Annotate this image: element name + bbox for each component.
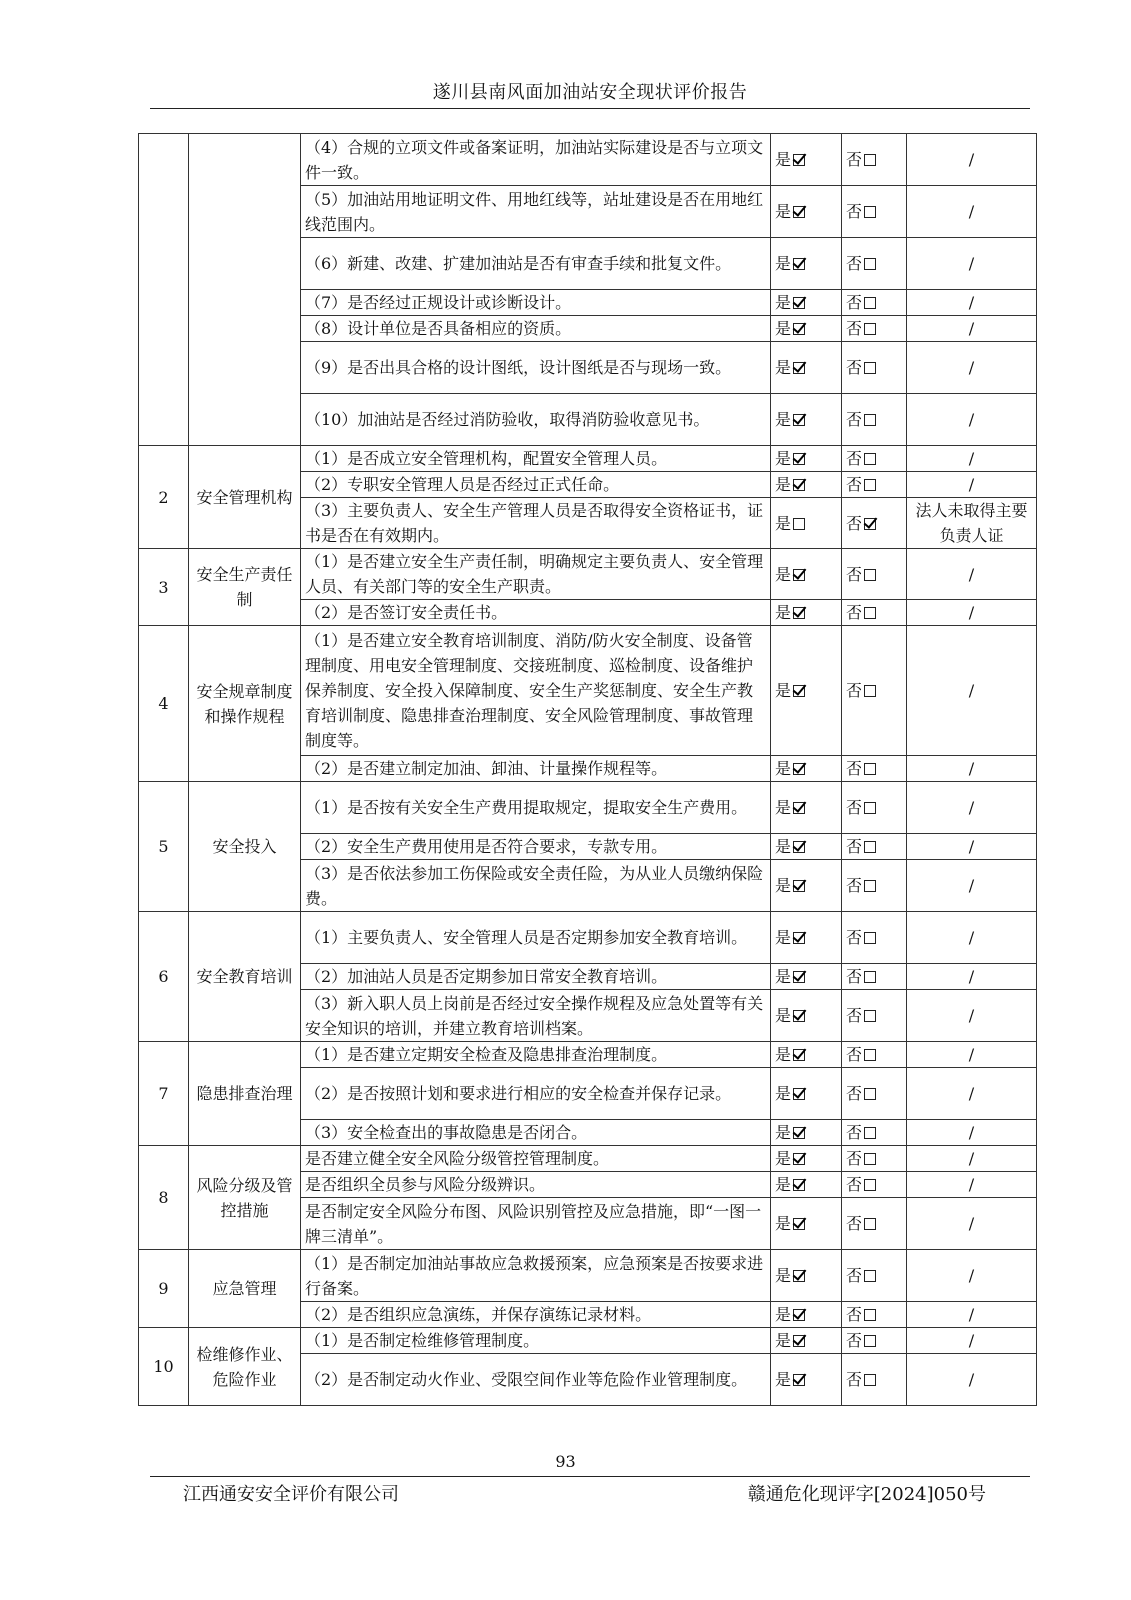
checked-box-icon [793, 685, 805, 697]
no-cell [842, 342, 907, 394]
option-label: 否 [846, 1123, 863, 1142]
yes-cell [771, 834, 842, 860]
remark-cell: / [907, 1302, 1037, 1328]
unchecked-box-icon [864, 1270, 876, 1282]
option-label: 是 [775, 1123, 792, 1142]
yes-cell [771, 342, 842, 394]
checked-box-icon [793, 1335, 805, 1347]
option-label: 否 [846, 1149, 863, 1168]
option-label: 否 [846, 1045, 863, 1064]
option-label: 是 [775, 759, 792, 778]
unchecked-box-icon [864, 453, 876, 465]
check-item-cell: （3）新入职人员上岗前是否经过安全操作规程及应急处置等有关安全知识的培训，并建立教育培训档案。 [301, 990, 771, 1042]
checked-box-icon [793, 802, 805, 814]
option-label: 是 [775, 1149, 792, 1168]
unchecked-box-icon [864, 1218, 876, 1230]
yes-cell [771, 626, 842, 756]
check-item-cell: （2）加油站人员是否定期参加日常安全教育培训。 [301, 964, 771, 990]
option-label: 否 [846, 1370, 863, 1389]
remark-cell: / [907, 1068, 1037, 1120]
check-item-cell: （1）是否制定加油站事故应急救援预案，应急预案是否按要求进行备案。 [301, 1250, 771, 1302]
option-label: 否 [846, 1006, 863, 1025]
option-label: 是 [775, 358, 792, 377]
check-item-cell: （4）合规的立项文件或备案证明，加油站实际建设是否与立项文件一致。 [301, 134, 771, 186]
no-cell [842, 626, 907, 756]
no-cell [842, 990, 907, 1042]
remark-cell: / [907, 446, 1037, 472]
yes-cell [771, 782, 842, 834]
unchecked-box-icon [864, 1049, 876, 1061]
option-label: 否 [846, 513, 863, 533]
no-cell [842, 1250, 907, 1302]
option-label: 是 [775, 837, 792, 856]
check-item-cell: （2）专职安全管理人员是否经过正式任命。 [301, 472, 771, 498]
yes-cell [771, 1302, 842, 1328]
unchecked-box-icon [864, 1127, 876, 1139]
option-label: 否 [846, 759, 863, 778]
yes-cell [771, 1146, 842, 1172]
checked-box-icon [793, 1179, 805, 1191]
option-label: 否 [846, 410, 863, 429]
category-cell: 隐患排查治理 [189, 1042, 301, 1146]
remark-cell: / [907, 600, 1037, 626]
no-cell [842, 860, 907, 912]
check-item-cell: 是否建立健全安全风险分级管控管理制度。 [301, 1146, 771, 1172]
item-number-cell: 2 [139, 446, 189, 549]
category-cell: 安全投入 [189, 782, 301, 912]
unchecked-box-icon [864, 297, 876, 309]
option-label: 否 [846, 603, 863, 622]
yes-cell [771, 186, 842, 238]
checked-box-icon [793, 297, 805, 309]
no-cell [842, 1120, 907, 1146]
check-item-cell: （7）是否经过正规设计或诊断设计。 [301, 290, 771, 316]
item-number-cell: 4 [139, 626, 189, 782]
option-label: 是 [775, 202, 792, 221]
no-cell [842, 134, 907, 186]
option-label: 是 [775, 410, 792, 429]
option-label: 否 [846, 1331, 863, 1350]
checked-box-icon [864, 518, 876, 530]
remark-cell: / [907, 134, 1037, 186]
check-item-cell: （2）是否制定动火作业、受限空间作业等危险作业管理制度。 [301, 1354, 771, 1406]
remark-cell: / [907, 316, 1037, 342]
yes-cell [771, 1068, 842, 1120]
check-item-cell: （1）是否按有关安全生产费用提取规定，提取安全生产费用。 [301, 782, 771, 834]
table-row [139, 1146, 1037, 1172]
remark-cell: / [907, 1120, 1037, 1146]
checked-box-icon [793, 763, 805, 775]
yes-cell [771, 990, 842, 1042]
check-item-cell: （1）是否建立安全教育培训制度、消防/防火安全制度、设备管理制度、用电安全管理制度、交接班制度、巡检制度、设备维护保养制度、安全投入保障制度、安全生产奖惩制度、安全生产教育培训制度、隐患排查治理制度、安全风险管理制度、事故管理制度等。 [301, 626, 771, 756]
option-label: 是 [775, 513, 792, 533]
checked-box-icon [793, 1088, 805, 1100]
checked-box-icon [793, 932, 805, 944]
unchecked-box-icon [864, 414, 876, 426]
option-label: 是 [775, 798, 792, 817]
category-cell: 应急管理 [189, 1250, 301, 1328]
remark-cell: / [907, 912, 1037, 964]
checked-box-icon [793, 323, 805, 335]
remark-cell: / [907, 290, 1037, 316]
check-item-cell: （1）是否成立安全管理机构，配置安全管理人员。 [301, 446, 771, 472]
unchecked-box-icon [864, 607, 876, 619]
option-label: 是 [775, 1305, 792, 1324]
option-label: 是 [775, 564, 792, 584]
item-number-cell: 6 [139, 912, 189, 1042]
no-cell [842, 782, 907, 834]
checked-box-icon [793, 1374, 805, 1386]
remark-cell: / [907, 342, 1037, 394]
yes-cell [771, 1172, 842, 1198]
check-item-cell: （3）主要负责人、安全生产管理人员是否取得安全资格证书，证书是否在有效期内。 [301, 498, 771, 549]
yes-cell [771, 600, 842, 626]
unchecked-box-icon [864, 258, 876, 270]
option-label: 是 [775, 1266, 792, 1285]
table-row [139, 626, 1037, 756]
remark-cell: / [907, 782, 1037, 834]
check-item-cell: 是否组织全员参与风险分级辨识。 [301, 1172, 771, 1198]
yes-cell [771, 394, 842, 446]
check-item-cell: （3）是否依法参加工伤保险或安全责任险，为从业人员缴纳保险费。 [301, 860, 771, 912]
checked-box-icon [793, 1270, 805, 1282]
checked-box-icon [793, 569, 805, 581]
checked-box-icon [793, 414, 805, 426]
no-cell [842, 912, 907, 964]
remark-cell: / [907, 238, 1037, 290]
no-cell [842, 1042, 907, 1068]
remark-cell: / [907, 1250, 1037, 1302]
checked-box-icon [793, 362, 805, 374]
checked-box-icon [793, 971, 805, 983]
category-cell: 风险分级及管控措施 [189, 1146, 301, 1250]
no-cell [842, 498, 907, 549]
yes-cell [771, 316, 842, 342]
no-cell [842, 600, 907, 626]
footer-doc-number: 赣通危化现评字[2024]050号 [747, 1484, 986, 1505]
checked-box-icon [793, 206, 805, 218]
unchecked-box-icon [864, 763, 876, 775]
check-item-cell: （1）是否制定检维修管理制度。 [301, 1328, 771, 1354]
category-cell: 安全管理机构 [189, 446, 301, 549]
option-label: 是 [775, 1370, 792, 1389]
option-label: 是 [775, 928, 792, 947]
no-cell [842, 1198, 907, 1250]
option-label: 是 [775, 319, 792, 338]
unchecked-box-icon [864, 206, 876, 218]
unchecked-box-icon [864, 880, 876, 892]
option-label: 是 [775, 876, 792, 895]
table-row [139, 912, 1037, 964]
checked-box-icon [793, 258, 805, 270]
unchecked-box-icon [864, 685, 876, 697]
yes-cell [771, 446, 842, 472]
category-cell: 安全教育培训 [189, 912, 301, 1042]
remark-cell: / [907, 1328, 1037, 1354]
check-item-cell: （2）安全生产费用使用是否符合要求，专款专用。 [301, 834, 771, 860]
yes-cell [771, 498, 842, 549]
option-label: 否 [846, 358, 863, 377]
remark-cell: / [907, 186, 1037, 238]
unchecked-box-icon [864, 1335, 876, 1347]
yes-cell [771, 1198, 842, 1250]
remark-cell: / [907, 834, 1037, 860]
option-label: 否 [846, 1084, 863, 1103]
no-cell [842, 316, 907, 342]
checked-box-icon [793, 1049, 805, 1061]
unchecked-box-icon [864, 1374, 876, 1386]
checked-box-icon [793, 1218, 805, 1230]
footer-divider [150, 1476, 1030, 1477]
yes-cell [771, 1354, 842, 1406]
option-label: 否 [846, 1305, 863, 1324]
option-label: 否 [846, 202, 863, 221]
check-item-cell: （10）加油站是否经过消防验收，取得消防验收意见书。 [301, 394, 771, 446]
page-number: 93 [555, 1452, 576, 1471]
table-row [139, 782, 1037, 834]
yes-cell [771, 472, 842, 498]
check-item-cell: （1）是否建立定期安全检查及隐患排查治理制度。 [301, 1042, 771, 1068]
unchecked-box-icon [864, 479, 876, 491]
option-label: 否 [846, 967, 863, 986]
unchecked-box-icon [864, 323, 876, 335]
remark-cell: / [907, 756, 1037, 782]
yes-cell [771, 134, 842, 186]
option-label: 是 [775, 1175, 792, 1194]
unchecked-box-icon [864, 154, 876, 166]
no-cell [842, 394, 907, 446]
option-label: 否 [846, 837, 863, 856]
yes-cell [771, 1250, 842, 1302]
unchecked-box-icon [864, 1179, 876, 1191]
yes-cell [771, 860, 842, 912]
remark-cell: / [907, 1042, 1037, 1068]
option-label: 是 [775, 293, 792, 312]
checked-box-icon [793, 1010, 805, 1022]
yes-cell [771, 238, 842, 290]
no-cell [842, 186, 907, 238]
no-cell [842, 1172, 907, 1198]
option-label: 是 [775, 681, 792, 700]
unchecked-box-icon [864, 1153, 876, 1165]
unchecked-box-icon [864, 971, 876, 983]
footer-company: 江西通安安全评价有限公司 [183, 1484, 399, 1505]
option-label: 否 [846, 319, 863, 338]
item-number-cell: 7 [139, 1042, 189, 1146]
check-item-cell: （2）是否按照计划和要求进行相应的安全检查并保存记录。 [301, 1068, 771, 1120]
yes-cell [771, 1328, 842, 1354]
remark-cell: / [907, 1354, 1037, 1406]
remark-cell: / [907, 549, 1037, 600]
item-number-cell: 8 [139, 1146, 189, 1250]
option-label: 是 [775, 1006, 792, 1025]
unchecked-box-icon [864, 1088, 876, 1100]
no-cell [842, 756, 907, 782]
yes-cell [771, 549, 842, 600]
item-number-cell: 10 [139, 1328, 189, 1406]
check-item-cell: （2）是否组织应急演练，并保存演练记录材料。 [301, 1302, 771, 1328]
option-label: 否 [846, 798, 863, 817]
remark-cell: / [907, 626, 1037, 756]
option-label: 是 [775, 449, 792, 468]
checked-box-icon [793, 880, 805, 892]
checked-box-icon [793, 1153, 805, 1165]
yes-cell [771, 1042, 842, 1068]
item-number-cell: 9 [139, 1250, 189, 1328]
checked-box-icon [793, 453, 805, 465]
table-row [139, 1250, 1037, 1302]
check-item-cell: （5）加油站用地证明文件、用地红线等，站址建设是否在用地红线范围内。 [301, 186, 771, 238]
table-row [139, 549, 1037, 600]
unchecked-box-icon [864, 362, 876, 374]
remark-cell: 法人未取得主要负责人证 [907, 498, 1037, 549]
checked-box-icon [793, 154, 805, 166]
option-label: 否 [846, 449, 863, 468]
header-divider [150, 108, 1030, 109]
check-item-cell: （6）新建、改建、扩建加油站是否有审查手续和批复文件。 [301, 238, 771, 290]
unchecked-box-icon [793, 518, 805, 530]
check-item-cell: （1）主要负责人、安全管理人员是否定期参加安全教育培训。 [301, 912, 771, 964]
option-label: 否 [846, 150, 863, 169]
option-label: 是 [775, 1331, 792, 1350]
yes-cell [771, 1120, 842, 1146]
remark-cell: / [907, 1146, 1037, 1172]
checked-box-icon [793, 607, 805, 619]
category-cell: 安全生产责任制 [189, 549, 301, 626]
no-cell [842, 446, 907, 472]
page-header-title: 遂川县南风面加油站安全现状评价报告 [432, 82, 748, 103]
checked-box-icon [793, 841, 805, 853]
option-label: 是 [775, 1084, 792, 1103]
check-item-cell: 是否制定安全风险分布图、风险识别管控及应急措施，即“一图一牌三清单”。 [301, 1198, 771, 1250]
item-number-cell: 5 [139, 782, 189, 912]
option-label: 否 [846, 681, 863, 700]
no-cell [842, 290, 907, 316]
category-cell [189, 134, 301, 446]
unchecked-box-icon [864, 932, 876, 944]
check-item-cell: （3）安全检查出的事故隐患是否闭合。 [301, 1120, 771, 1146]
table-row [139, 134, 1037, 186]
no-cell [842, 1068, 907, 1120]
item-number-cell [139, 134, 189, 446]
option-label: 否 [846, 928, 863, 947]
no-cell [842, 1302, 907, 1328]
option-label: 否 [846, 564, 863, 584]
category-cell: 安全规章制度和操作规程 [189, 626, 301, 782]
option-label: 否 [846, 1214, 863, 1233]
yes-cell [771, 290, 842, 316]
option-label: 否 [846, 475, 863, 494]
table-row [139, 1328, 1037, 1354]
yes-cell [771, 964, 842, 990]
option-label: 否 [846, 1266, 863, 1285]
check-item-cell: （2）是否签订安全责任书。 [301, 600, 771, 626]
table-row [139, 446, 1037, 472]
checklist-table [138, 133, 1037, 1406]
check-item-cell: （1）是否建立安全生产责任制，明确规定主要负责人、安全管理人员、有关部门等的安全生产职责。 [301, 549, 771, 600]
item-number-cell: 3 [139, 549, 189, 626]
remark-cell: / [907, 1198, 1037, 1250]
option-label: 是 [775, 150, 792, 169]
category-cell: 检维修作业、危险作业 [189, 1328, 301, 1406]
option-label: 是 [775, 254, 792, 273]
no-cell [842, 472, 907, 498]
option-label: 否 [846, 876, 863, 895]
yes-cell [771, 912, 842, 964]
no-cell [842, 1328, 907, 1354]
no-cell [842, 549, 907, 600]
remark-cell: / [907, 472, 1037, 498]
option-label: 是 [775, 603, 792, 622]
unchecked-box-icon [864, 802, 876, 814]
no-cell [842, 1146, 907, 1172]
no-cell [842, 964, 907, 990]
option-label: 是 [775, 475, 792, 494]
option-label: 否 [846, 293, 863, 312]
option-label: 否 [846, 1175, 863, 1194]
yes-cell [771, 756, 842, 782]
check-item-cell: （9）是否出具合格的设计图纸，设计图纸是否与现场一致。 [301, 342, 771, 394]
remark-cell: / [907, 860, 1037, 912]
checked-box-icon [793, 479, 805, 491]
option-label: 是 [775, 967, 792, 986]
remark-cell: / [907, 394, 1037, 446]
unchecked-box-icon [864, 841, 876, 853]
option-label: 是 [775, 1214, 792, 1233]
no-cell [842, 238, 907, 290]
option-label: 是 [775, 1045, 792, 1064]
table-row [139, 1042, 1037, 1068]
remark-cell: / [907, 964, 1037, 990]
remark-cell: / [907, 990, 1037, 1042]
remark-cell: / [907, 1172, 1037, 1198]
option-label: 否 [846, 254, 863, 273]
no-cell [842, 1354, 907, 1406]
checked-box-icon [793, 1127, 805, 1139]
check-item-cell: （8）设计单位是否具备相应的资质。 [301, 316, 771, 342]
check-item-cell: （2）是否建立制定加油、卸油、计量操作规程等。 [301, 756, 771, 782]
unchecked-box-icon [864, 1309, 876, 1321]
unchecked-box-icon [864, 1010, 876, 1022]
no-cell [842, 834, 907, 860]
unchecked-box-icon [864, 569, 876, 581]
checked-box-icon [793, 1309, 805, 1321]
